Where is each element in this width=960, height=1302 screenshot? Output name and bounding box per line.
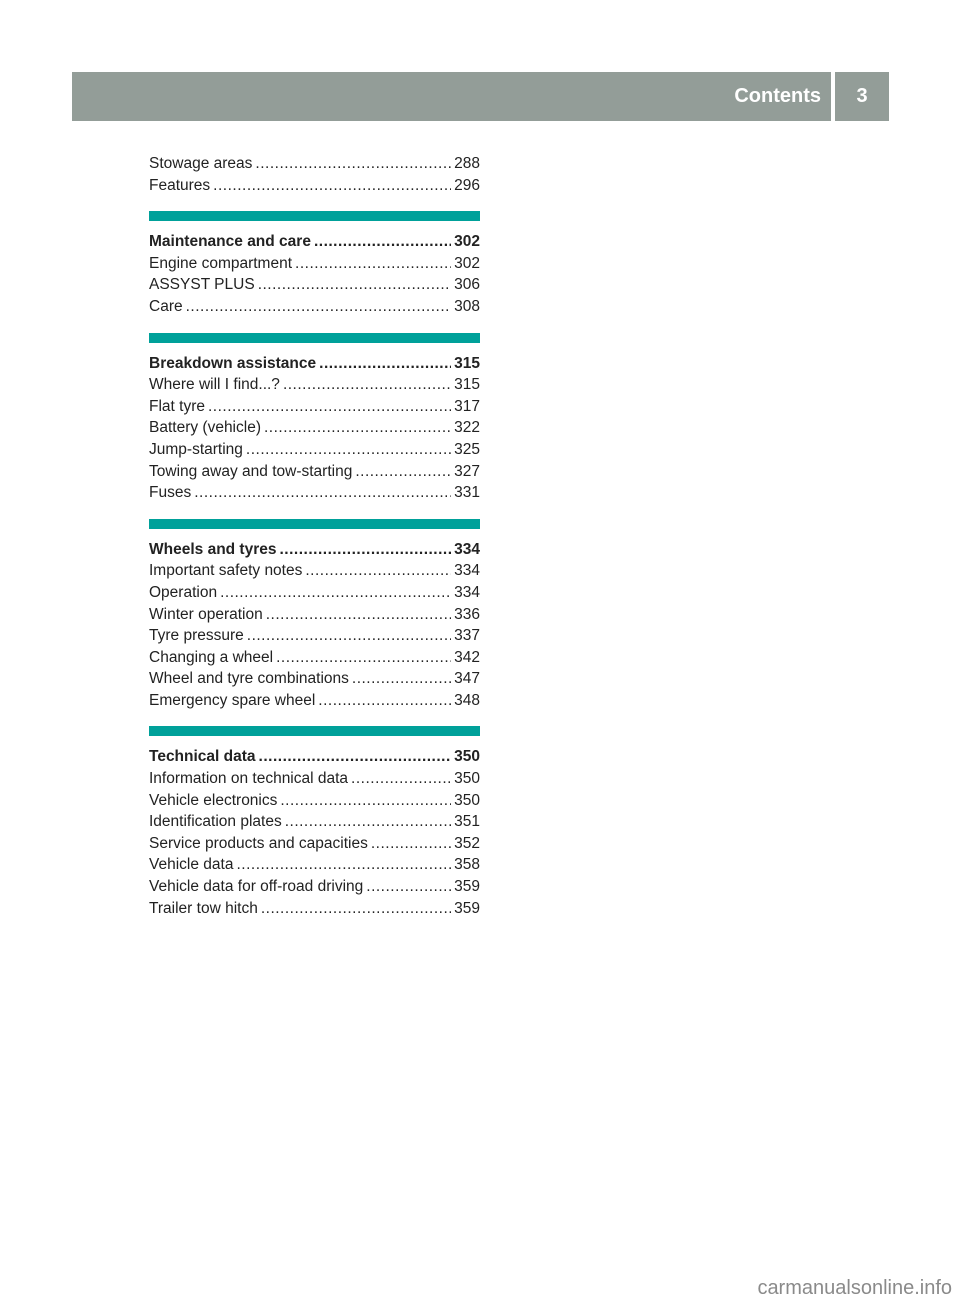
- dot-leader: [236, 854, 451, 876]
- toc-entry[interactable]: [149, 560, 480, 582]
- entry-page: 315: [454, 354, 480, 372]
- dot-leader: [314, 231, 451, 253]
- entry-page: 302: [454, 233, 480, 251]
- entry-page: 359: [454, 899, 480, 917]
- entry-label: Stowage areas: [149, 155, 253, 172]
- entry-label: Important safety notes: [149, 562, 303, 580]
- dot-leader: [258, 274, 451, 296]
- toc-entry[interactable]: [149, 811, 480, 833]
- entry-page: 351: [454, 813, 480, 831]
- dot-leader: [194, 482, 451, 504]
- entry-page: 308: [454, 297, 480, 315]
- toc-entry[interactable]: [149, 417, 480, 439]
- entry-label: Information on technical data: [149, 770, 349, 788]
- toc-entry[interactable]: [149, 854, 480, 876]
- dot-leader: [355, 461, 451, 483]
- page-number: 3: [856, 85, 868, 107]
- entry-page: 306: [454, 276, 480, 294]
- toc-entry[interactable]: [149, 625, 480, 647]
- entry-label: Flat tyre: [149, 397, 205, 415]
- entry-page: 302: [454, 254, 480, 272]
- entry-page: 350: [454, 791, 480, 809]
- toc-entry[interactable]: [149, 876, 480, 898]
- toc-entry[interactable]: [149, 396, 480, 418]
- toc-entry[interactable]: [149, 898, 480, 920]
- dot-leader: [280, 539, 452, 561]
- dot-leader: [352, 668, 451, 690]
- entry-label: Tyre pressure: [149, 627, 244, 645]
- toc-entry[interactable]: [149, 647, 480, 669]
- toc-entry[interactable]: [149, 833, 480, 855]
- entry-label: Changing a wheel: [149, 648, 274, 666]
- toc-entry[interactable]: [149, 482, 480, 504]
- toc-entry[interactable]: [149, 461, 480, 483]
- entry-page: 350: [454, 770, 480, 788]
- toc-entry[interactable]: [149, 296, 480, 318]
- entry-label: Towing away and tow-starting: [149, 462, 353, 480]
- toc-section-heading[interactable]: [149, 539, 480, 561]
- section-divider-bar: [149, 726, 480, 736]
- entry-label: ASSYST PLUS: [149, 276, 255, 294]
- entry-page: 327: [454, 462, 480, 480]
- toc-entry[interactable]: [149, 790, 480, 812]
- dot-leader: [213, 175, 451, 197]
- entry-page: 352: [454, 834, 480, 852]
- dot-leader: [255, 153, 451, 175]
- entry-page: 334: [454, 562, 480, 580]
- dot-leader: [280, 790, 451, 812]
- entry-page: 334: [454, 540, 480, 558]
- dot-leader: [318, 690, 451, 712]
- dot-leader: [283, 374, 451, 396]
- entry-page: 288: [454, 155, 480, 172]
- toc-entry[interactable]: [149, 768, 480, 790]
- entry-page: 337: [454, 627, 480, 645]
- toc-entry[interactable]: [149, 604, 480, 626]
- toc-entry[interactable]: [149, 253, 480, 275]
- entry-page: 342: [454, 648, 480, 666]
- entry-label: Where will I find...?: [149, 376, 280, 394]
- dot-leader: [208, 396, 451, 418]
- entry-page: 325: [454, 440, 480, 458]
- dot-leader: [276, 647, 451, 669]
- entry-page: 350: [454, 748, 480, 766]
- dot-leader: [295, 253, 451, 275]
- entry-page: 296: [454, 176, 480, 194]
- entry-label: Operation: [149, 583, 218, 601]
- toc-section-heading[interactable]: [149, 353, 480, 375]
- entry-label: Vehicle electronics: [149, 791, 278, 809]
- section-title: Breakdown assistance: [149, 354, 317, 372]
- entry-label: Wheel and tyre combinations: [149, 670, 349, 688]
- toc-entry[interactable]: [149, 668, 480, 690]
- section-divider-bar: [149, 333, 480, 343]
- entry-label: Jump-starting: [149, 440, 243, 458]
- entry-label: Features: [149, 176, 211, 194]
- dot-leader: [186, 296, 452, 318]
- entry-label: Battery (vehicle): [149, 419, 261, 437]
- entry-page: 317: [454, 397, 480, 415]
- dot-leader: [351, 768, 451, 790]
- entry-label: Trailer tow hitch: [149, 899, 258, 917]
- dot-leader: [246, 439, 451, 461]
- entry-page: 322: [454, 419, 480, 437]
- entry-page: 358: [454, 856, 480, 874]
- section-title: Wheels and tyres: [149, 540, 277, 558]
- toc-section-heading[interactable]: [149, 231, 480, 253]
- dot-leader: [259, 746, 452, 768]
- toc-entry[interactable]: [149, 439, 480, 461]
- dot-leader: [366, 876, 451, 898]
- entry-page: 315: [454, 376, 480, 394]
- entry-page: 334: [454, 583, 480, 601]
- dot-leader: [220, 582, 451, 604]
- section-title: Maintenance and care: [149, 233, 311, 251]
- toc-entry[interactable]: [149, 582, 480, 604]
- entry-label: Winter operation: [149, 605, 263, 623]
- entry-label: Identification plates: [149, 813, 282, 831]
- watermark: carmanualsonline.info: [757, 1277, 952, 1299]
- dot-leader: [319, 353, 451, 375]
- entry-label: Care: [149, 297, 183, 315]
- section-divider-bar: [149, 519, 480, 529]
- dot-leader: [247, 625, 451, 647]
- header-bar: [72, 72, 889, 121]
- section-title: Technical data: [149, 748, 256, 766]
- page-title: Contents: [734, 85, 821, 107]
- toc-section-heading[interactable]: [149, 746, 480, 768]
- entry-page: 347: [454, 670, 480, 688]
- toc-entry[interactable]: [149, 153, 480, 175]
- entry-label: Emergency spare wheel: [149, 691, 316, 709]
- dot-leader: [371, 833, 451, 855]
- entry-page: 359: [454, 878, 480, 896]
- entry-page: 336: [454, 605, 480, 623]
- toc-entry[interactable]: [149, 274, 480, 296]
- toc-entry[interactable]: [149, 690, 480, 712]
- entry-page: 348: [454, 691, 480, 709]
- entry-label: Vehicle data for off-road driving: [149, 878, 364, 896]
- dot-leader: [266, 604, 451, 626]
- entry-page: 331: [454, 484, 480, 502]
- entry-label: Engine compartment: [149, 254, 293, 272]
- entry-label: Vehicle data: [149, 856, 234, 874]
- table-of-contents: [149, 153, 480, 919]
- dot-leader: [261, 898, 451, 920]
- entry-label: Service products and capacities: [149, 834, 368, 852]
- dot-leader: [285, 811, 451, 833]
- section-divider-bar: [149, 211, 480, 221]
- dot-leader: [305, 560, 451, 582]
- toc-entry[interactable]: [149, 374, 480, 396]
- entry-label: Fuses: [149, 484, 192, 502]
- dot-leader: [264, 417, 451, 439]
- toc-entry[interactable]: [149, 175, 480, 197]
